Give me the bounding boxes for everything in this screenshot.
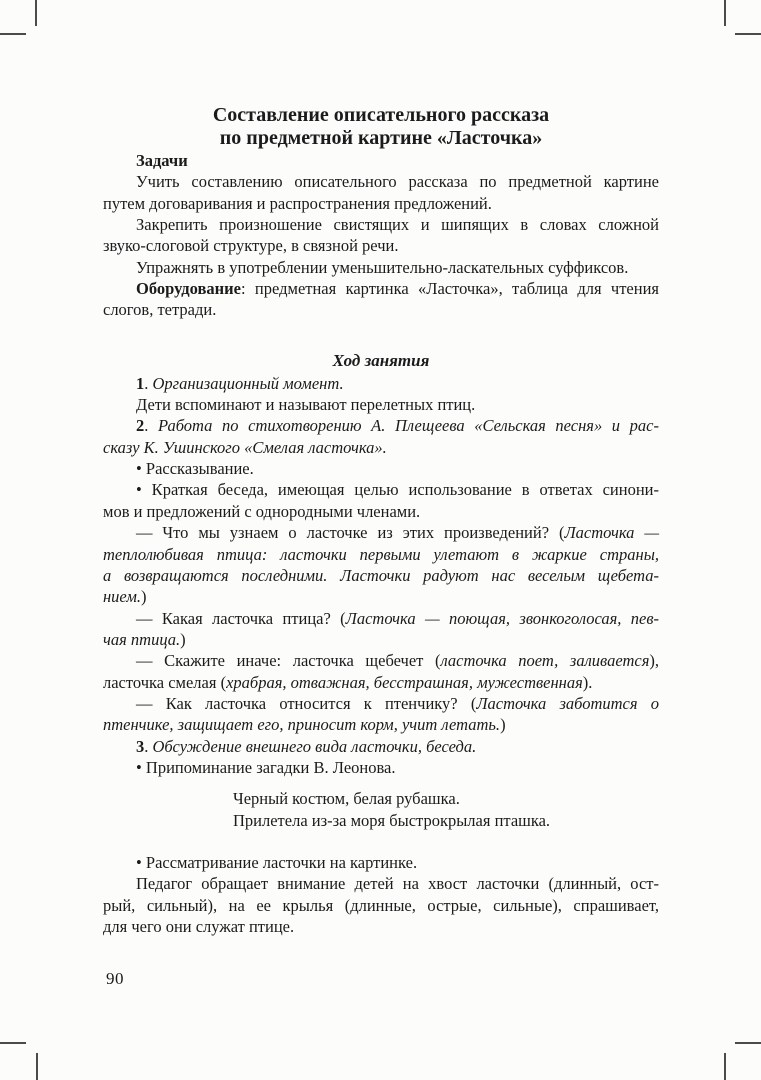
task-paragraph-2 bbox=[103, 214, 659, 257]
text-line: Педагог обращает внимание детей на хвост ласточки (длинный, ост- bbox=[136, 874, 659, 894]
text-line: Составление описательного рассказа bbox=[212, 104, 550, 126]
bullet-picture-examination bbox=[103, 852, 659, 873]
bullet-short-talk bbox=[103, 479, 659, 522]
bullet-riddle-recall bbox=[103, 757, 659, 778]
text-line: а возвращаются последними. Ласточки радуют нас веселым щебета- bbox=[103, 565, 659, 585]
text-line: теплолюбивая птица: ласточки первыми улетают в жаркие страны, bbox=[103, 544, 659, 564]
text-line: Дети вспоминают и называют перелетных птиц. bbox=[136, 395, 476, 415]
task-paragraph-1 bbox=[103, 171, 659, 214]
step-3-heading bbox=[103, 736, 659, 757]
text-line: ласточка смелая (храбрая, отважная, бесстрашная, мужественная). bbox=[103, 672, 593, 692]
crop-mark-bottom-right-horizontal bbox=[735, 1042, 761, 1044]
text-line: • Припоминание загадки В. Леонова. bbox=[136, 757, 396, 777]
text-line: для чего они служат птице. bbox=[103, 917, 295, 936]
text-line: Черный костюм, белая рубашка. bbox=[233, 789, 460, 809]
text-line: звуко-слоговой структуре, в связной речи. bbox=[103, 236, 399, 256]
equipment-paragraph bbox=[103, 278, 659, 321]
crop-mark-top-left-vertical bbox=[35, 0, 37, 26]
question-2 bbox=[103, 608, 659, 651]
text-line: путем договаривания и распространения предложений. bbox=[103, 193, 492, 213]
text-line: 3. Обсуждение внешнего вида ласточки, беседа. bbox=[136, 736, 477, 756]
task-paragraph-3 bbox=[103, 257, 659, 278]
text-line: Прилетела из-за моря быстрокрылая пташка. bbox=[233, 810, 551, 830]
crop-mark-bottom-left-vertical bbox=[36, 1053, 38, 1080]
crop-mark-top-right-horizontal bbox=[735, 33, 761, 35]
text-line: — Скажите иначе: ласточка щебечет (ласточка поет, заливается), bbox=[136, 651, 659, 671]
text-line: Закрепить произношение свистящих и шипящих в словах сложной bbox=[136, 215, 659, 235]
text-line: — Как ласточка относится к птенчику? (Ласточка заботится о bbox=[136, 693, 659, 713]
text-line: — Что мы узнаем о ласточке из этих произведений? (Ласточка — bbox=[136, 523, 659, 543]
text-line: птенчике, защищает его, приносит корм, учит летать.) bbox=[103, 715, 506, 735]
text-line: Упражнять в употреблении уменьшительно-ласкательных суффиксов. bbox=[136, 257, 629, 277]
text-line: — Какая ласточка птица? (Ласточка — поющая, звонкоголосая, пев- bbox=[136, 608, 660, 628]
step-1-text bbox=[103, 394, 659, 415]
question-4 bbox=[103, 693, 659, 736]
text-block bbox=[103, 104, 659, 937]
step-1-heading bbox=[103, 373, 659, 394]
page-number: 90 bbox=[106, 969, 124, 988]
text-line: Задачи bbox=[136, 151, 188, 170]
bullet-storytelling bbox=[103, 458, 659, 479]
text-line: • Рассматривание ласточки на картинке. bbox=[136, 852, 418, 872]
text-line: • Краткая беседа, имеющая целью использование в ответах синони- bbox=[136, 480, 659, 500]
text-line: по предметной картине «Ласточка» bbox=[219, 127, 543, 149]
teacher-paragraph bbox=[103, 873, 659, 937]
riddle-verse bbox=[103, 788, 659, 831]
text-line: Ход занятия bbox=[332, 350, 430, 370]
crop-mark-top-right-vertical bbox=[724, 0, 726, 26]
text-line: сказу К. Ушинского «Смелая ласточка». bbox=[103, 437, 387, 457]
text-line: • Рассказывание. bbox=[136, 459, 254, 479]
crop-mark-bottom-right-vertical bbox=[724, 1053, 726, 1080]
text-line: слогов, тетради. bbox=[103, 300, 217, 320]
text-line: чая птица.) bbox=[103, 629, 186, 649]
text-line: нием.) bbox=[103, 587, 147, 607]
section-heading-lesson-course bbox=[103, 350, 659, 372]
question-3 bbox=[103, 650, 659, 693]
question-1 bbox=[103, 522, 659, 607]
text-line: Учить составлению описательного рассказа по предметной картине bbox=[136, 172, 659, 192]
article-title bbox=[103, 104, 659, 150]
text-line: мов и предложений с однородными членами. bbox=[103, 501, 421, 521]
text-line: Оборудование: предметная картинка «Ласточка», таблица для чтения bbox=[136, 279, 659, 299]
text-line: 1. Организационный момент. bbox=[136, 373, 344, 393]
text-line: 2. Работа по стихотворению А. Плещеева «Сельская песня» и рас- bbox=[136, 416, 659, 436]
step-2-heading bbox=[103, 415, 659, 458]
crop-mark-top-left-horizontal bbox=[0, 33, 26, 35]
crop-mark-bottom-left-horizontal bbox=[0, 1042, 26, 1044]
text-line: рый, сильный), на ее крылья (длинные, острые, сильные), спрашивает, bbox=[103, 895, 659, 915]
tasks-heading bbox=[103, 150, 659, 171]
